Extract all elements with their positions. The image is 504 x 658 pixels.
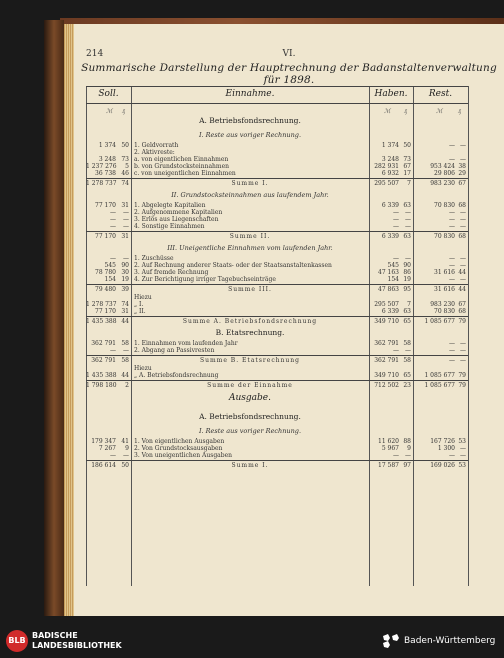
soll-pf: — [123,255,129,262]
sum-rule [86,460,468,461]
soll-mark: 362 791 [91,357,116,364]
rest-pf: — [460,209,466,216]
soll-mark: 1 435 388 [86,372,117,379]
rest-pf: 67 [458,301,466,308]
rest-mark: 70 830 [434,308,455,315]
ausgabe-heading: Ausgabe. [229,393,271,403]
section-heading: A. Betriebsfondsrechnung. [199,116,301,125]
soll-pf: 74 [121,301,129,308]
soll-mark: — [110,452,116,459]
page-title: Summarische Darstellung der Hauptrechnung der Badanstaltenverwaltung für 1898. [81,62,497,86]
rest-pf: 29 [458,170,466,177]
soll-pf: 46 [121,170,129,177]
haben-mark: 3 248 [381,156,399,163]
row-label: c. von uneigentlichen Einnahmen [134,170,236,177]
page-number: 214 [86,49,104,59]
haben-pf: 95 [403,286,411,293]
sum-label: Summe der Einnahme [207,382,293,389]
rest-mark: 983 230 [430,180,455,187]
soll-mark: 77 170 [95,202,116,209]
rest-mark: — [449,142,455,149]
soll-mark: 3 248 [98,156,116,163]
row-label: 3. Erlös aus Liegenschaften [134,216,219,223]
haben-pf: 19 [403,276,411,283]
soll-pf: 30 [121,269,129,276]
haben-pf: 67 [403,163,411,170]
haben-mark: — [393,347,399,354]
table-border-top [86,86,468,87]
soll-pf: 44 [121,318,129,325]
rest-mark: — [449,216,455,223]
header-einnahme: Einnahme. [225,89,275,99]
subsection-heading: I. Reste aus voriger Rechnung. [198,131,302,139]
soll-mark: 1 374 [98,142,116,149]
haben-pf: 63 [403,233,411,240]
table-border-right [468,86,469,586]
soll-mark: 77 170 [95,308,116,315]
haben-mark: — [393,452,399,459]
sum-rule [86,284,468,285]
row-label: a. von eigentlichen Einnahmen [134,156,229,163]
library-name [32,631,122,651]
soll-pf: — [123,209,129,216]
haben-mark: 47 163 [378,269,399,276]
haben-mark: 362 791 [374,357,399,364]
rest-mark: — [449,209,455,216]
page-edges [64,24,74,616]
sum-label: Summe I. [231,180,269,187]
haben-pf: 7 [407,301,411,308]
haben-mark: — [393,255,399,262]
section-heading: A. Betriebsfondsrechnung. [199,412,301,421]
rest-mark: 1 085 677 [424,382,455,389]
rest-mark: 70 830 [434,233,455,240]
soll-pf: 31 [121,308,129,315]
rest-mark: 953 424 [430,163,455,170]
rest-mark: 31 616 [434,286,455,293]
haben-mark: 6 339 [381,202,399,209]
rest-mark: 31 616 [434,269,455,276]
soll-pf: 73 [121,156,129,163]
soll-mark: — [110,255,116,262]
rest-pf: 79 [458,382,466,389]
header-rest: Rest. [428,89,453,99]
haben-pf: 63 [403,202,411,209]
rest-mark: — [449,223,455,230]
row-label: 4. Zur Berichtigung irriger Tagebuchseinträge [134,276,276,283]
soll-mark: 78 780 [95,269,116,276]
soll-mark: 1 237 276 [86,163,117,170]
soll-mark: 545 [104,262,116,269]
soll-mark: 362 791 [91,340,116,347]
rest-pf: 79 [458,372,466,379]
haben-mark: — [393,216,399,223]
rest-pf: 68 [458,233,466,240]
soll-mark: 186 614 [91,462,116,469]
subsection-heading: II. Grundstocksteinnahmen aus laufendem Jahr. [171,191,329,199]
soll-pf: — [123,223,129,230]
haben-mark: 6 932 [381,170,399,177]
unit-pf: ₰ [404,108,407,115]
unit-pf: ₰ [122,108,125,115]
haben-pf: — [405,209,411,216]
rest-mark: — [449,156,455,163]
rest-pf: 38 [458,163,466,170]
soll-pf: 2 [125,382,129,389]
rest-mark: 29 806 [434,170,455,177]
haben-mark: 362 791 [374,340,399,347]
sum-rule [86,355,468,356]
haben-mark: 295 507 [374,180,399,187]
haben-mark: 6 339 [381,308,399,315]
haben-pf: 65 [403,318,411,325]
soll-mark: 179 347 [91,438,116,445]
header-haben: Haben. [374,89,408,99]
rest-pf: — [460,262,466,269]
soll-mark: 77 170 [95,233,116,240]
row-label: Hiezu [134,365,152,372]
rest-mark: 1 085 677 [424,372,455,379]
rest-mark: — [449,452,455,459]
haben-pf: 63 [403,308,411,315]
row-label: b. von Grundstocksteinnahmen [134,163,229,170]
rest-pf: 53 [458,462,466,469]
scanned-page [74,24,504,616]
rest-pf: 67 [458,180,466,187]
row-label: 2. Abgang an Passivresten [134,347,215,354]
soll-pf: 74 [121,180,129,187]
haben-mark: 47 863 [378,286,399,293]
haben-pf: 88 [403,438,411,445]
row-label: 1. Zuschüsse [134,255,174,262]
soll-mark: — [110,223,116,230]
library-footer [0,626,504,658]
unit-mark: ℳ [106,108,113,115]
book-binding-spine [44,20,64,616]
haben-pf: 86 [403,269,411,276]
haben-mark: 282 931 [374,163,399,170]
soll-mark: — [110,209,116,216]
soll-mark: 1 435 388 [86,318,117,325]
row-label: „ I. [134,301,144,308]
rest-pf: — [460,340,466,347]
page-header [86,49,492,61]
haben-pf: 9 [407,445,411,452]
sum-label: Summe A. Betriebsfondsrechnung [182,318,318,325]
rest-pf: — [460,223,466,230]
library-name-line2: LANDESBIBLIOTHEK [32,641,122,650]
soll-mark: 1 278 737 [86,180,117,187]
sum-label: Summe B. Etatsrechnung [200,357,300,364]
soll-pf: — [123,452,129,459]
haben-mark: 545 [387,262,399,269]
row-label: 2. Auf Rechnung anderer Staats- oder der Staatsanstaltenkassen [134,262,332,269]
soll-mark: — [110,216,116,223]
section-number: VI. [282,49,296,59]
haben-pf: 58 [403,340,411,347]
soll-pf: 58 [121,357,129,364]
soll-mark: 36 738 [95,170,116,177]
unit-mark: ℳ [384,108,391,115]
haben-mark: 17 587 [378,462,399,469]
rest-pf: — [460,255,466,262]
sum-label: Summe I. [231,462,269,469]
rest-mark: 983 230 [430,301,455,308]
haben-pf: — [405,216,411,223]
rest-mark: 169 026 [430,462,455,469]
haben-mark: 295 507 [374,301,399,308]
haben-mark: 11 620 [378,438,399,445]
haben-pf: 73 [403,156,411,163]
rest-mark: 167 726 [430,438,455,445]
header-soll: Soll. [98,89,119,99]
haben-mark: 1 374 [381,142,399,149]
rest-pf: — [460,452,466,459]
soll-pf: 50 [121,462,129,469]
sum-rule [86,231,468,232]
row-label: 1. Einnahmen vom laufenden Jahr [134,340,238,347]
rest-mark: — [449,276,455,283]
lions-emblem-icon [381,632,401,650]
subsection-heading: III. Uneigentliche Einnahmen vom laufenden Jahr. [167,244,333,252]
rest-pf: — [460,156,466,163]
rest-pf: 44 [458,269,466,276]
sum-label: Summe III. [228,286,272,293]
haben-pf: 58 [403,357,411,364]
row-label: „ A. Betriebsfondsrechnung [134,372,219,379]
soll-pf: 41 [121,438,129,445]
rest-mark: 70 830 [434,202,455,209]
unit-pf: ₰ [458,108,461,115]
blb-logo[interactable]: BLB [6,630,28,652]
rest-mark: — [449,340,455,347]
soll-pf: 39 [121,286,129,293]
haben-pf: 17 [403,170,411,177]
row-label: 3. Von uneigentlichen Ausgaben [134,452,232,459]
rest-mark: — [449,255,455,262]
soll-mark: 1 278 737 [86,301,117,308]
soll-pf: 44 [121,372,129,379]
sum-rule [86,380,468,381]
state-name: Baden-Württemberg [404,636,496,646]
haben-pf: 7 [407,180,411,187]
soll-pf: 9 [125,445,129,452]
row-label: 1. Abgelegte Kapitalien [134,202,206,209]
haben-mark: — [393,209,399,216]
rest-pf: — [460,276,466,283]
section-heading: B. Etatsrechnung. [215,328,285,337]
row-label: 1. Von eigentlichen Ausgaben [134,438,225,445]
soll-pf: 50 [121,142,129,149]
rest-pf: — [460,216,466,223]
row-label: 4. Sonstige Einnahmen [134,223,205,230]
soll-mark: 1 798 180 [86,382,117,389]
haben-mark: 349 710 [374,318,399,325]
haben-mark: 6 339 [381,233,399,240]
soll-pf: 5 [125,163,129,170]
rest-pf: 68 [458,202,466,209]
haben-mark: 5 967 [381,445,399,452]
rest-pf: 53 [458,438,466,445]
row-label: 2. Aktivreste: [134,149,175,156]
row-label: 1. Geldvorrath [134,142,179,149]
haben-pf: 23 [403,382,411,389]
soll-pf: — [123,347,129,354]
header-rule [86,103,468,104]
haben-mark: — [393,223,399,230]
subsection-heading: I. Reste aus voriger Rechnung. [198,427,302,435]
soll-mark: 79 480 [95,286,116,293]
haben-pf: — [405,223,411,230]
rest-pf: — [460,142,466,149]
row-label: 2. Aufgenommene Kapitalien [134,209,223,216]
haben-pf: — [405,452,411,459]
row-label: Hiezu [134,294,152,301]
row-label: „ II. [134,308,146,315]
soll-mark: 154 [104,276,116,283]
accounts-table [86,86,468,586]
rest-pf: — [460,347,466,354]
sum-label: Summe II. [229,233,271,240]
haben-pf: — [405,255,411,262]
rest-pf: — [460,357,466,364]
haben-mark: 349 710 [374,372,399,379]
haben-pf: 65 [403,372,411,379]
rest-mark: 1 085 677 [424,318,455,325]
soll-mark: 7 267 [98,445,116,452]
soll-pf: 90 [121,262,129,269]
haben-mark: 154 [387,276,399,283]
soll-pf: — [123,216,129,223]
haben-pf: 90 [403,262,411,269]
unit-mark: ℳ [436,108,443,115]
haben-pf: 97 [403,462,411,469]
row-label: 2. Von Grundstocksausgaben [134,445,223,452]
rest-pf: 68 [458,308,466,315]
soll-pf: 31 [121,202,129,209]
soll-pf: 58 [121,340,129,347]
haben-pf: — [405,347,411,354]
rest-pf: 79 [458,318,466,325]
rest-mark: — [449,347,455,354]
rest-pf: — [460,445,466,452]
soll-pf: 31 [121,233,129,240]
library-name-line1: BADISCHE [32,631,78,640]
row-label: 3. Auf fremde Rechnung [134,269,209,276]
rest-mark: — [449,357,455,364]
haben-mark: 712 502 [374,382,399,389]
sum-rule [86,178,468,179]
haben-pf: 50 [403,142,411,149]
soll-pf: 19 [121,276,129,283]
rest-mark: — [449,262,455,269]
sum-rule [86,316,468,317]
rest-mark: 1 300 [437,445,455,452]
rest-pf: 44 [458,286,466,293]
soll-mark: — [110,347,116,354]
